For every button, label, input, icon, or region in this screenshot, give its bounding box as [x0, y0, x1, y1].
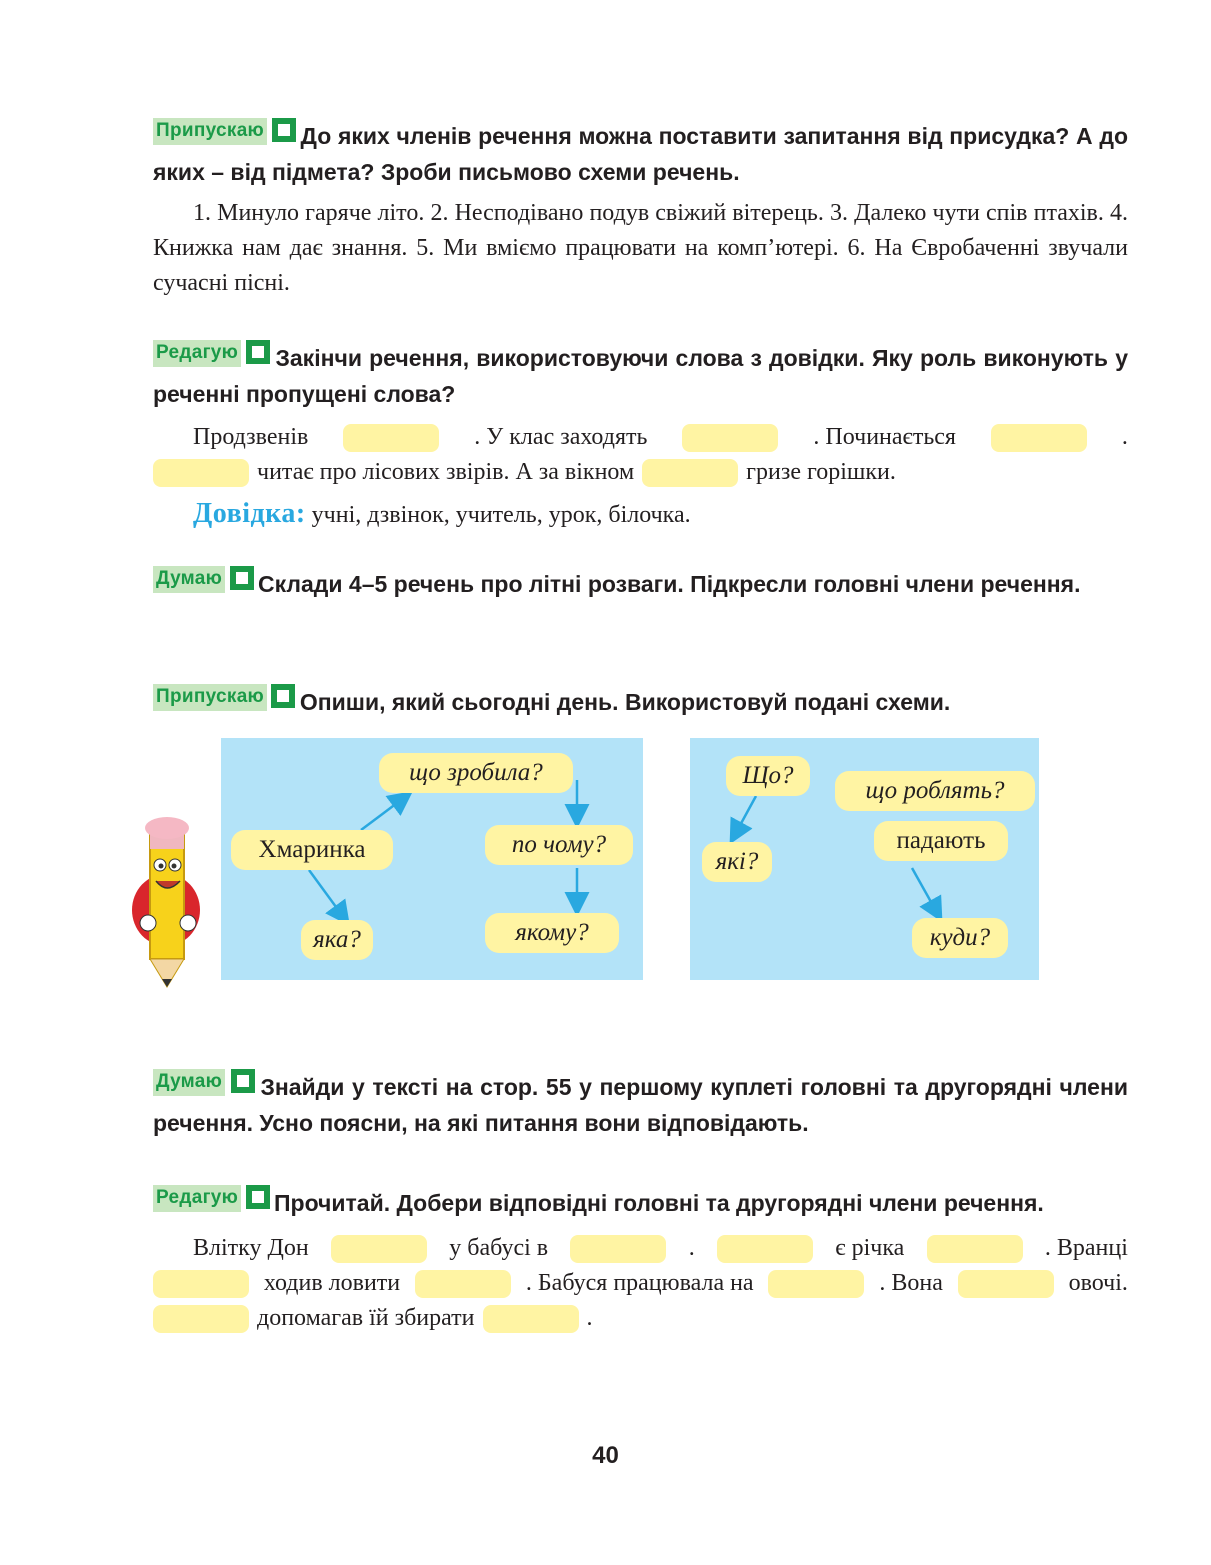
question-bubble: якому?	[485, 913, 619, 953]
predicate-bubble: падають	[874, 821, 1008, 861]
task-text	[153, 196, 1128, 301]
task-2	[153, 340, 1128, 533]
text-fragment: овочі.	[1068, 1270, 1128, 1296]
task-checkbox[interactable]	[248, 1187, 268, 1207]
blank-field[interactable]	[153, 459, 249, 487]
blank-field[interactable]	[415, 1270, 511, 1298]
task-3	[153, 566, 1128, 602]
text-fragment: Влітку Дон	[193, 1235, 309, 1261]
task-4	[153, 684, 1128, 720]
task-heading: До яких членів речення можна поставити запитання від присудка? А до яких – від підмета? Зроби письмово схеми речень.	[153, 123, 1128, 185]
task-checkbox[interactable]	[273, 686, 293, 706]
question-bubble: що роблять?	[835, 771, 1035, 811]
text-fragment: . Вона	[879, 1270, 943, 1296]
text-fragment: Продзвенів	[193, 424, 309, 450]
text-fragment: . Бабуся працювала на	[525, 1270, 754, 1296]
question-bubble: що зробила?	[379, 753, 573, 793]
task-6	[153, 1185, 1128, 1336]
sentences-list: 1. Минуло гаряче літо. 2. Несподівано подув свіжий вітерець. 3. Далеко чути спів птахів. 4. Книжка нам дає знання. 5. Ми вміємо працювати на комп’ютері. 6. На Євробаченні звучали сучасні пісні.	[153, 200, 1128, 296]
task-1-heading-block	[153, 118, 1128, 190]
text-fragment: ходив ловити	[263, 1270, 401, 1296]
blank-field[interactable]	[768, 1270, 864, 1298]
text-fragment: читає про лісових звірів. А за вікном	[257, 459, 635, 485]
text-fragment: у бабусі в	[449, 1235, 549, 1261]
blank-field[interactable]	[717, 1235, 813, 1263]
task-heading: Склади 4–5 речень про літні розваги. Підкресли головні члени речення.	[257, 571, 1081, 597]
blank-field[interactable]	[331, 1235, 427, 1263]
fill-line	[153, 1231, 1128, 1266]
question-bubble: яка?	[301, 920, 373, 960]
task-2-heading-block	[153, 340, 1128, 412]
text-fragment: . Починається	[813, 424, 956, 450]
subject-bubble: Хмаринка	[231, 830, 393, 870]
text-fragment: гризе горішки.	[746, 459, 896, 485]
fill-line	[153, 1301, 1128, 1336]
task-tag: Припускаю	[153, 118, 267, 145]
blank-field[interactable]	[642, 459, 738, 487]
task-tag: Припускаю	[153, 684, 267, 711]
text-fragment: . У клас заходять	[474, 424, 648, 450]
task-heading: Опиши, який сьогодні день. Використовуй подані схеми.	[299, 689, 951, 715]
task-checkbox[interactable]	[233, 1071, 253, 1091]
text-fragment: .	[586, 1305, 593, 1331]
pencil-mascot-icon	[126, 815, 206, 990]
task-5-heading-block	[153, 1069, 1128, 1141]
blank-field[interactable]	[343, 424, 439, 452]
reference-words: учні, дзвінок, учитель, урок, білочка.	[311, 502, 691, 528]
text-fragment: .	[1121, 424, 1128, 450]
blank-field[interactable]	[153, 1270, 249, 1298]
fill-line	[153, 420, 1128, 455]
task-checkbox[interactable]	[232, 568, 252, 588]
task-checkbox[interactable]	[274, 120, 294, 140]
reference-title: Довідка:	[193, 498, 306, 529]
question-bubble: Що?	[726, 756, 810, 796]
task-tag: Редагую	[153, 1185, 241, 1212]
scheme-panel-1	[221, 738, 643, 980]
task-3-heading-block	[153, 566, 1128, 602]
page-number: 40	[592, 1442, 619, 1469]
task-1	[153, 118, 1128, 301]
task-tag: Думаю	[153, 566, 225, 593]
scheme-panel-2	[690, 738, 1039, 980]
fill-line	[153, 455, 1128, 490]
question-bubble: по чому?	[485, 825, 633, 865]
blank-field[interactable]	[927, 1235, 1023, 1263]
text-fragment: допомагав їй збирати	[257, 1305, 475, 1331]
task-heading: Знайди у тексті на стор. 55 у першому куплеті головні та другорядні члени речення. Усно поясни, на які питання вони відповідають.	[153, 1074, 1129, 1136]
question-bubble: які?	[702, 842, 772, 882]
task-6-heading-block	[153, 1185, 1128, 1221]
task-heading: Закінчи речення, використовуючи слова з довідки. Яку роль виконують у реченні пропущені слова?	[153, 345, 1128, 407]
task-heading: Прочитай. Добери відповідні головні та другорядні члени речення.	[273, 1190, 1044, 1216]
text-fragment: є річка	[835, 1235, 905, 1261]
task-5	[153, 1069, 1128, 1141]
text-fragment: .	[688, 1235, 695, 1261]
blank-field[interactable]	[483, 1305, 579, 1333]
reference-box	[153, 496, 1128, 533]
blank-field[interactable]	[682, 424, 778, 452]
task-tag: Редагую	[153, 340, 241, 367]
question-bubble: куди?	[912, 918, 1008, 958]
blank-field[interactable]	[958, 1270, 1054, 1298]
text-fragment: . Вранці	[1044, 1235, 1128, 1261]
fill-line	[153, 1266, 1128, 1301]
blank-field[interactable]	[570, 1235, 666, 1263]
task-tag: Думаю	[153, 1069, 225, 1096]
task-checkbox[interactable]	[248, 342, 268, 362]
task-4-heading-block	[153, 684, 1128, 720]
blank-field[interactable]	[991, 424, 1087, 452]
blank-field[interactable]	[153, 1305, 249, 1333]
